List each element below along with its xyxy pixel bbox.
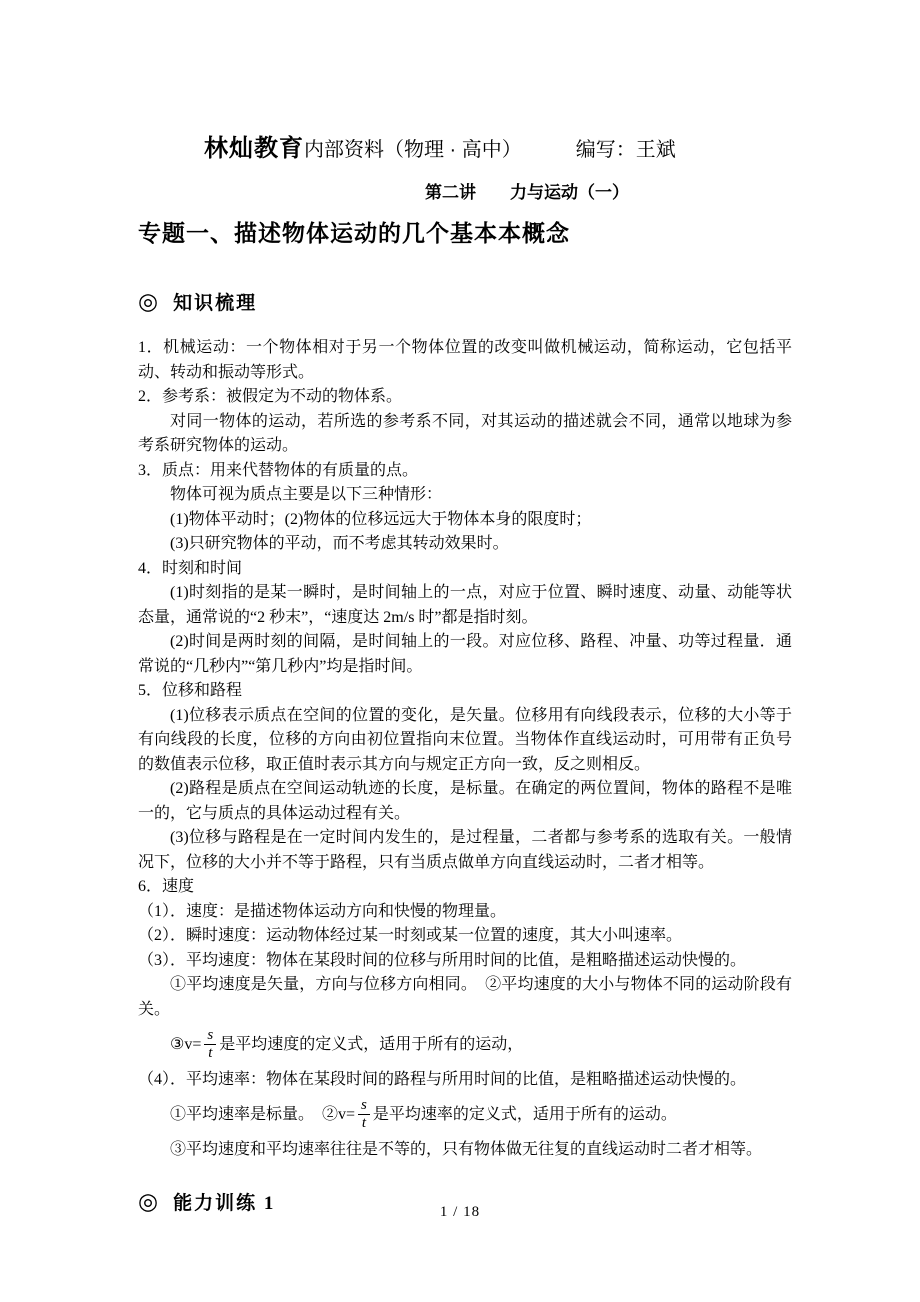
paragraph: 物体可视为质点主要是以下三种情形： xyxy=(170,486,443,503)
paragraph: 3．质点：用来代替物体的有质量的点。 xyxy=(138,461,419,479)
formula-suffix: 是平均速度的定义式，适用于所有的运动， xyxy=(219,1035,524,1053)
paragraph: 2．参考系：被假定为不动的物体系。 xyxy=(138,388,403,405)
fraction-numerator: s xyxy=(358,1097,370,1115)
paragraph: （2）．瞬时速度：运动物体经过某一时刻或某一位置的速度，其大小叫速率。 xyxy=(138,927,683,944)
document-header xyxy=(138,128,792,163)
page-number: 1 / 18 xyxy=(439,1204,481,1220)
paragraph: ③平均速度和平均速率往往是不等的，只有物体做无往复的直线运动时二者才相等。 xyxy=(170,1140,763,1158)
paragraph: （1）．速度：是描述物体运动方向和快慢的物理量。 xyxy=(138,902,507,920)
fraction-s-over-t xyxy=(204,1027,216,1063)
double-circle-icon: ◎ xyxy=(138,289,159,314)
paragraph: (1)物体平动时；(2)物体的位移远远大于物体本身的限度时； xyxy=(170,510,592,528)
double-circle-icon: ◎ xyxy=(138,1189,159,1214)
paragraph: (1)位移表示质点在空间的位置的变化，是矢量。位移用有向线段表示，位移的大小等于有向线段的长度，位移的方向由初位置指向末位置。当物体作直线运动时，可用带有正负号的数值表示位移，取正值时表示其方向与规定正方向一致，反之则相反。 xyxy=(138,706,792,773)
formula-average-velocity xyxy=(138,1027,792,1063)
document-content xyxy=(138,128,792,1215)
paragraph: (2)时间是两时刻的间隔，是时间轴上的一段。对应位移、路程、冲量、功等过程量．通常说的“几秒内”“第几秒内”均是指时间。 xyxy=(138,633,792,675)
paragraph: (2)路程是质点在空间运动轨迹的长度，是标量。在确定的两位置间，物体的路程不是唯一的，它与质点的具体运动过程有关。 xyxy=(138,780,792,822)
formula-prefix: ①平均速率是标量。 ②v= xyxy=(170,1105,356,1123)
formula-suffix: 是平均速率的定义式，适用于所有的运动。 xyxy=(372,1105,677,1123)
formula-average-speed xyxy=(138,1097,792,1133)
paragraph: ①平均速度是矢量，方向与位移方向相同。 ②平均速度的大小与物体不同的运动阶段有关。 xyxy=(138,976,792,1018)
material-label: 内部资料（物理 · 高中） xyxy=(304,139,522,161)
paragraph: 5．位移和路程 xyxy=(138,682,243,699)
page-title: 专题一、描述物体运动的几个基本本概念 xyxy=(138,221,570,246)
section-label-knowledge: 知识梳理 xyxy=(173,293,258,314)
knowledge-body xyxy=(138,336,792,1162)
paragraph: (3)只研究物体的平动，而不考虑其转动效果时。 xyxy=(170,535,509,552)
section-header-knowledge xyxy=(138,288,792,315)
fraction-denominator: t xyxy=(208,1045,213,1062)
paragraph: (1)时刻指的是某一瞬时，是时间轴上的一点，对应于位置、瞬时速度、动量、动能等状态量，通常说的“2 秒末”，“速度达 2m/s 时”都是指时刻。 xyxy=(138,584,792,626)
paragraph: 对同一物体的运动，若所选的参考系不同，对其运动的描述就会不同，通常以地球为参考系研究物体的运动。 xyxy=(138,412,792,454)
brand-name: 林灿教育 xyxy=(204,135,304,162)
fraction-denominator: t xyxy=(361,1115,367,1132)
paragraph: 6．速度 xyxy=(138,878,195,895)
paragraph: （3）．平均速度：物体在某段时间的位移与所用时间的比值，是粗略描述运动快慢的。 xyxy=(138,951,747,969)
paragraph: (3)位移与路程是在一定时间内发生的，是过程量，二者都与参考系的选取有关。一般情况下，位移的大小并不等于路程，只有当质点做单方向直线运动时，二者才相等。 xyxy=(138,829,792,871)
paragraph: （4）．平均速率：物体在某段时间的路程与所用时间的比值，是粗略描述运动快慢的。 xyxy=(138,1070,747,1088)
author-label: 编写：王斌 xyxy=(575,139,676,161)
paragraph: 4．时刻和时间 xyxy=(138,559,243,577)
fraction-numerator: s xyxy=(204,1027,216,1045)
paragraph: 1．机械运动：一个物体相对于另一个物体位置的改变叫做机械运动，简称运动，它包括平动、转动和振动等形式。 xyxy=(138,339,792,381)
section-label-training: 能力训练 1 xyxy=(173,1193,276,1214)
formula-prefix: ③v= xyxy=(170,1035,202,1053)
fraction-s-over-t xyxy=(358,1097,370,1133)
lecture-title: 第二讲 力与运动（一） xyxy=(425,183,629,202)
